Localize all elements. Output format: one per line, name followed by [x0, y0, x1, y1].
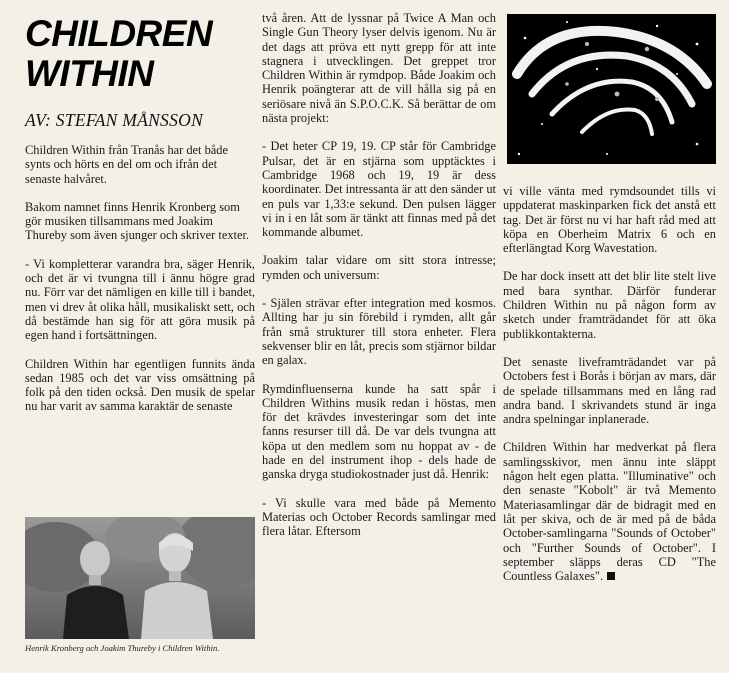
last-paragraph: [503, 440, 716, 583]
paragraph: vi ville vänta med rymdsoundet tills vi uppdaterat maskinparken fick det anstå ett tag. Det är först nu vi har haft råd med att köpa en Oberheim Matrix 6 och en efterlängtad Korg Wavestation.: [503, 184, 716, 256]
headline-line-1: CHILDREN: [25, 13, 213, 54]
paragraph: Bakom namnet finns Henrik Kronberg som gör musiken tillsammans med Joakim Thureby som även sjunger och skriver texter.: [25, 199, 249, 243]
paragraph: Children Within har egentligen funnits ända sedan 1985 och det var viss omsättning på folk på den tiden också. Den musik de spelar nu har varit av samma karaktär de senaste: [25, 356, 255, 414]
paragraph: De har dock insett att det blir lite stelt live med bara synthar. Därför funderar Children Within nu på någon form av sketch under framträdandet för att öka publikkontakterna.: [503, 269, 716, 341]
paragraph: - Det heter CP 19, 19. CP står för Cambridge Pulsar, det är en stjärna som upptäcktes i Cambridge 1968 och 19, 19 är dess koordinater. Det intressanta är att den sänder ut en puls var 1,33:e sekund. Den pulsen lägger vi in i en låt som är tänkt att finnas med på det kommande albumet.: [262, 139, 496, 240]
photo-caption: Henrik Kronberg och Joakim Thureby i Children Within.: [25, 643, 220, 653]
paragraph: två åren. Att de lyssnar på Twice A Man och Single Gun Theory lyser delvis igenom. Nu är det dags att pröva ett nytt grepp för att inte stagnera i utvecklingen. Det greppet tror Children Within är rymdpop. Både Joakim och Henrik poängterar att de vill hålla sig på en seriösare nivå än S.P.O.C.K. Så berättar de om nästa projekt:: [262, 11, 496, 126]
paragraph-text: Children Within har medverkat på flera samlingsskivor, men ännu inte släppt någon helt egen platta. "Illuminative" och den senaste "Kobolt" är två Memento Materiasamlingar där de bidragit med en låt per skiva, och de är med på de båda October-samlingarna "Sounds of October" och "Further Sounds of October". I september släpps deras CD "The Countless Galaxes".: [503, 440, 716, 584]
band-photo: [25, 517, 255, 639]
paragraph: - Vi skulle vara med både på Memento Materias och October Records samlingar med flera låtar. Eftersom: [262, 495, 496, 539]
article-headline: [25, 14, 255, 94]
headline-line-2: WITHIN: [25, 53, 154, 94]
paragraph: Children Within från Tranås har det både synts och hörts en del om och ifrån det senaste halvåret.: [25, 143, 228, 186]
paragraph: Rymdinfluenserna kunde ha satt spår i Children Withins musik redan i höstas, men för det krävdes investeringar som det inte fanns resurser till då. De var dels tvungna att köpa ut den medlem som nu hoppat av - de hade en del instrument ihop - dels hade de ganska dryga studiokostnader just då. Henrik:: [262, 381, 496, 482]
paragraph: Det senaste liveframträdandet var på Octobers fest i Borås i början av mars, där de spelade tillsammans med en lång rad andra band. I skrivandets stund är inga andra spelningar inplanerade.: [503, 354, 716, 427]
byline: AV: STEFAN MÅNSSON: [25, 110, 204, 130]
paragraph: - Vi kompletterar varandra bra, säger Henrik, och det är vi tvungna till i ännu högre grad nu. Förr var det nämligen en kille till i bandet, men vi drev åt olika håll, musikaliskt sett, och då bestämde han sig för att göra musik på egen hand i fortsättningen.: [25, 256, 255, 343]
end-mark-icon: [607, 572, 615, 580]
paragraph: Joakim talar vidare om sitt stora intresse; rymden och universum:: [262, 253, 496, 282]
galaxy-image: [507, 14, 716, 164]
paragraph: - Själen strävar efter integration med kosmos. Allting har ju sin förebild i rymden, allt går från små strukturer till stora enheter. Flera sekvenser blir en låt, precis som stjärnor bildar en galax.: [262, 296, 496, 368]
